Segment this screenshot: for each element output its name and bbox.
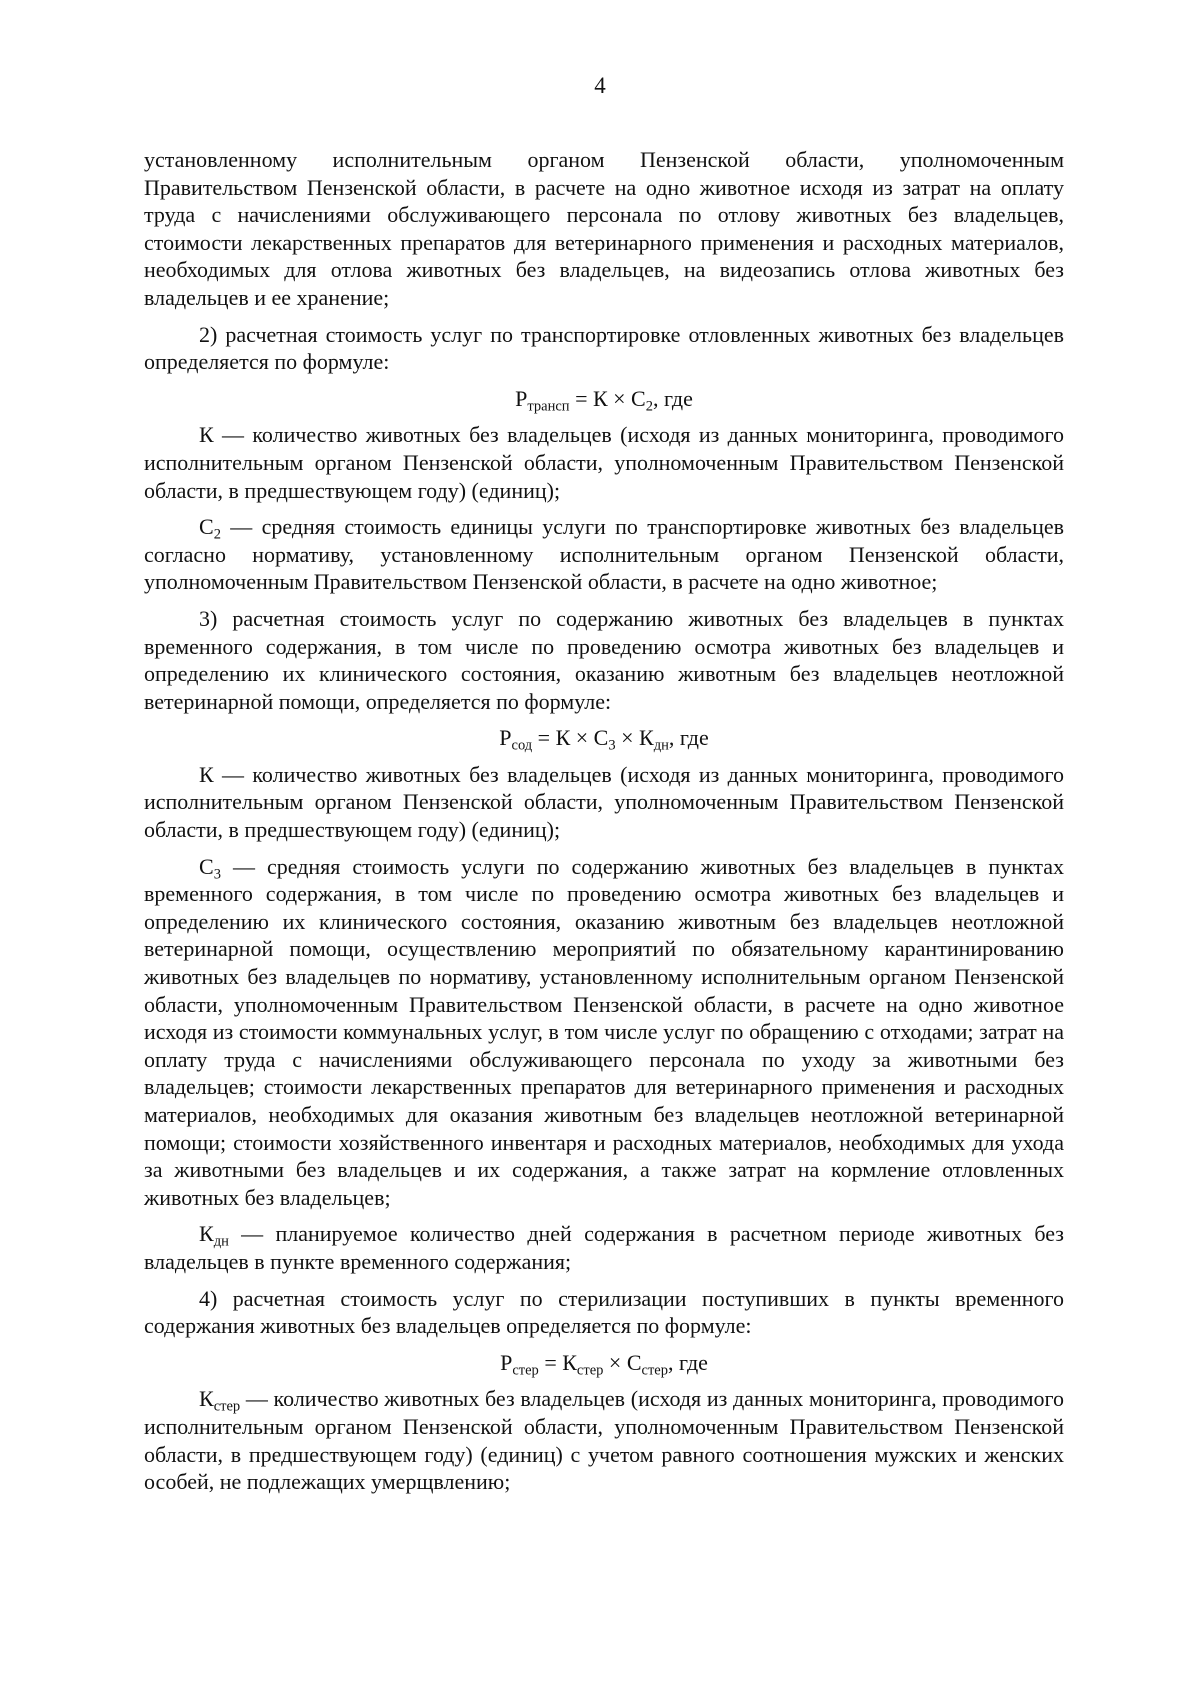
formula-mid-subscript: стер <box>576 1362 604 1379</box>
formula-mid2-subscript: стер <box>641 1362 669 1379</box>
symbol: К <box>199 1386 214 1412</box>
formula-tail: , где <box>653 385 693 411</box>
symbol: К <box>199 1221 214 1247</box>
formula-lhs-subscript: трансп <box>527 398 570 415</box>
paragraph-maintenance-cost: 3) расчетная стоимость услуг по содержанию животных без владельцев в пунктах временного содержания, в том числе по проведению осмотра животных без владельцев и определению их клинического состояния, оказанию животным без владельцев неотложной ветеринарной помощи, определяется по формуле: <box>144 605 1064 714</box>
formula-rhs-subscript: 2 <box>645 398 653 415</box>
formula-rhs: = К × С <box>569 385 646 411</box>
paragraph-definition-c2 <box>144 513 1064 596</box>
paragraph-sterilization-cost: 4) расчетная стоимость услуг по стерилизации поступивших в пункты временного содержания животных без владельцев определяется по формуле: <box>144 1285 1064 1339</box>
formula-tail: , где <box>668 1349 708 1375</box>
paragraph-continuation: установленному исполнительным органом Пензенской области, уполномоченным Правительством Пензенской области, в расчете на одно животное исходя из затрат на оплату труда с начислениями обслуживающего персонала по отлову животных без владельцев, стоимости лекарственных препаратов для ветеринарного применения и расходных материалов, необходимых для отлова животных без владельцев, на видеозапись отлова животных без владельцев и ее хранение; <box>144 147 1064 310</box>
definition-text: — средняя стоимость единицы услуги по транспортировке животных без владельцев согласно нормативу, установленному исполнительным органом Пензенской области, уполномоченным Правительством Пензенской области, в расчете на одно животное; <box>144 514 1064 595</box>
formula-lhs: P <box>500 1349 513 1375</box>
formula-mid2-subscript: дн <box>653 737 669 754</box>
symbol-subscript: дн <box>213 1233 229 1250</box>
page-number: 4 <box>594 73 606 98</box>
symbol: С <box>199 514 214 540</box>
formula-transport <box>144 385 1064 413</box>
paragraph-transport-cost: 2) расчетная стоимость услуг по транспортировке отловленных животных без владельцев определяется по формуле: <box>144 321 1064 375</box>
formula-maintenance <box>144 724 1064 752</box>
formula-mid: = К <box>538 1349 577 1375</box>
definition-text: — планируемое количество дней содержания в расчетном периоде животных без владельцев в пункте временного содержания; <box>144 1221 1064 1274</box>
paragraph-definition-k-2: К — количество животных без владельцев (исходя из данных мониторинга, проводимого исполнительным органом Пензенской области, уполномоченным Правительством Пензенской области, в предшествующем году) (единиц); <box>144 761 1064 843</box>
formula-lhs-subscript: сод <box>511 737 533 754</box>
paragraph-definition-kster <box>144 1385 1064 1495</box>
formula-mid-subscript: 3 <box>608 737 616 754</box>
paragraph-definition-k: К — количество животных без владельцев (исходя из данных мониторинга, проводимого исполнительным органом Пензенской области, уполномоченным Правительством Пензенской области, в предшествующем году) (единиц); <box>144 422 1064 503</box>
formula-mid2: × К <box>615 725 654 751</box>
formula-sterilization <box>144 1349 1064 1377</box>
definition-text: — средняя стоимость услуги по содержанию животных без владельцев в пунктах временного содержания, в том числе по проведению осмотра животных без владельцев и определению их клинического состояния, оказанию животным без владельцев неотложной ветеринарной помощи, осуществлению мероприятий по обязательному карантинированию животных без владельцев по нормативу, установленному исполнительным органом Пензенской области, уполномоченным Правительством Пензенской области, в расчете на одно животное исходя из стоимости коммунальных услуг, в том числе услуг по обращению с отходами; затрат на оплату труда с начислениями обслуживающего персонала по уходу за животными без владельцев; стоимости лекарственных препаратов для ветеринарного применения и расходных материалов, необходимых для оказания животным без владельцев неотложной ветеринарной помощи; стоимости хозяйственного инвентаря и расходных материалов, необходимых для ухода за животными без владельцев и их содержания, а также затрат на кормление отловленных животных без владельцев; <box>144 853 1064 1210</box>
symbol-subscript: 3 <box>213 866 221 882</box>
formula-mid: = К × С <box>532 725 609 751</box>
symbol: С <box>199 853 214 879</box>
formula-lhs: P <box>515 385 528 411</box>
symbol-subscript: 2 <box>213 526 221 543</box>
paragraph-definition-c3 <box>144 853 1064 1212</box>
definition-text: — количество животных без владельцев (исходя из данных мониторинга, проводимого исполнительным органом Пензенской области, уполномоченным Правительством Пензенской области, в предшествующем году) (единиц) с учетом равного соотношения мужских и женских особей, не подлежащих умерщвлению; <box>144 1386 1064 1495</box>
document-body <box>144 146 1064 1505</box>
formula-lhs-subscript: стер <box>512 1362 539 1379</box>
formula-lhs: P <box>499 725 512 751</box>
paragraph-definition-kdn <box>144 1220 1064 1275</box>
symbol-subscript: стер <box>213 1398 241 1415</box>
formula-tail: , где <box>668 725 709 751</box>
formula-mid2: × С <box>603 1349 642 1375</box>
